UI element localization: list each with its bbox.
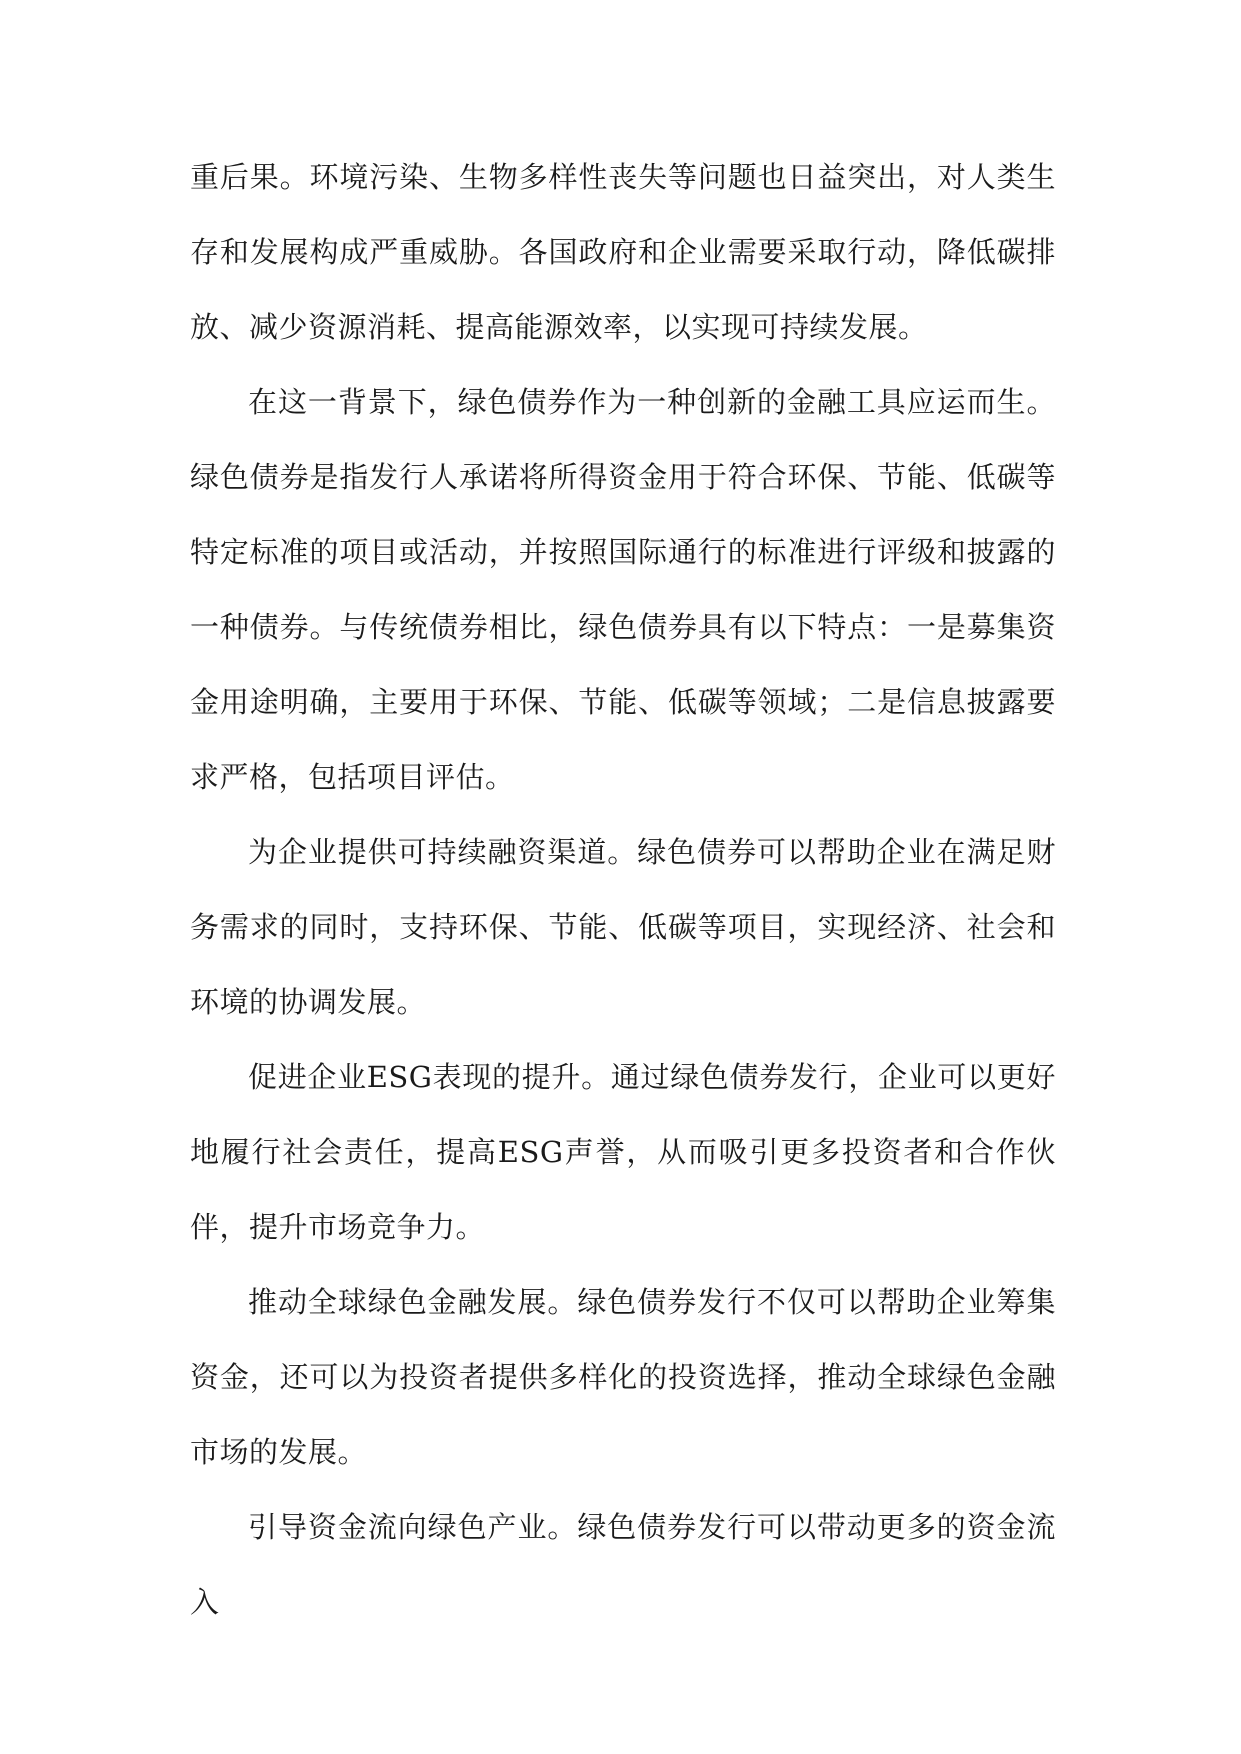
paragraph-sustainable-financing: 为企业提供可持续融资渠道。绿色债券可以帮助企业在满足财务需求的同时，支持环保、节能、低碳等项目，实现经济、社会和环境的协调发展。: [190, 835, 1056, 1019]
paragraph-capital-guidance: 引导资金流向绿色产业。绿色债券发行可以带动更多的资金流入: [190, 1510, 1056, 1619]
paragraph-global-green-finance: 推动全球绿色金融发展。绿色债券发行不仅可以帮助企业筹集资金，还可以为投资者提供多样化的投资选择，推动全球绿色金融市场的发展。: [190, 1285, 1056, 1469]
paragraph-green-bond-definition: 在这一背景下，绿色债券作为一种创新的金融工具应运而生。绿色债券是指发行人承诺将所得资金用于符合环保、节能、低碳等特定标准的项目或活动，并按照国际通行的标准进行评级和披露的一种债券。与传统债券相比，绿色债券具有以下特点：一是募集资金用途明确，主要用于环保、节能、低碳等领域；二是信息披露要求严格，包括项目评估。: [190, 385, 1056, 794]
document-body: [190, 140, 1056, 1640]
paragraph-environment-issues: 重后果。环境污染、生物多样性丧失等问题也日益突出，对人类生存和发展构成严重威胁。各国政府和企业需要采取行动，降低碳排放、减少资源消耗、提高能源效率，以实现可持续发展。: [190, 160, 1056, 344]
paragraph-esg-performance: 促进企业ESG表现的提升。通过绿色债券发行，企业可以更好地履行社会责任，提高ESG声誉，从而吸引更多投资者和合作伙伴，提升市场竞争力。: [190, 1060, 1056, 1244]
